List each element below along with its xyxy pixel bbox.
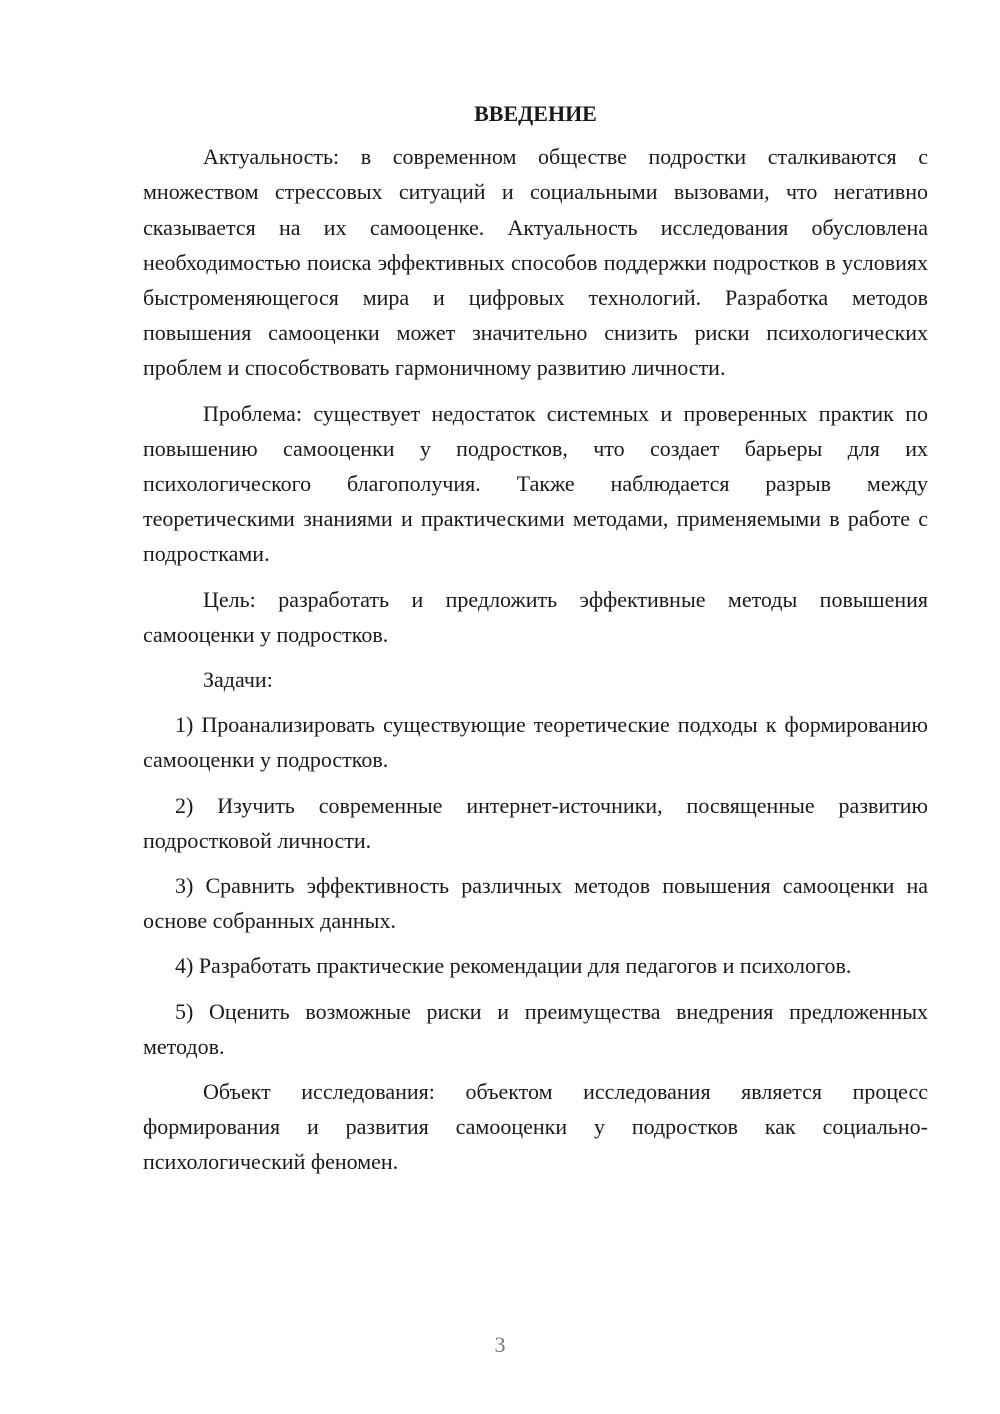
page-number: 3: [494, 1332, 506, 1357]
task-item-5: 5) Оценить возможные риски и преимущества внедрения предложенных методов.: [143, 998, 928, 1059]
paragraph-relevance: Актуальность: в современном обществе подростки сталкиваются с множеством стрессовых ситуаций и социальными вызовами, что негативно сказывается на их самооценке. Актуальность исследования обусловлена необходимостью поиска эффективных способов поддержки подростков в условиях быстроменяющегося мира и цифровых технологий. Разработка методов повышения самооценки может значительно снизить риски психологических проблем и способствовать гармоничному развитию личности.: [143, 144, 928, 381]
paragraph-tasks-heading: Задачи:: [203, 667, 273, 693]
task-item-1: 1) Проанализировать существующие теоретические подходы к формированию самооценки у подростков.: [143, 712, 928, 773]
paragraph-problem: Проблема: существует недостаток системных и проверенных практик по повышению самооценки у подростков, что создает барьеры для их психологического благополучия. Также наблюдается разрыв между теоретическими знаниями и практическими методами, применяемыми в работе с подростками.: [143, 400, 928, 567]
document-page: [143, 96, 928, 1190]
paragraph-object: Объект исследования: объектом исследования является процесс формирования и развития самооценки у подростков как социально-психологический феномен.: [143, 1079, 928, 1175]
task-item-2: 2) Изучить современные интернет-источники, посвященные развитию подростковой личности.: [143, 792, 928, 853]
task-item-4: 4) Разработать практические рекомендации для педагогов и психологов.: [175, 953, 852, 979]
paragraph-goal: Цель: разработать и предложить эффективные методы повышения самооценки у подростков.: [143, 586, 928, 647]
task-item-3: 3) Сравнить эффективность различных методов повышения самооценки на основе собранных данных.: [143, 873, 928, 934]
page-title: ВВЕДЕНИЕ: [474, 101, 597, 126]
